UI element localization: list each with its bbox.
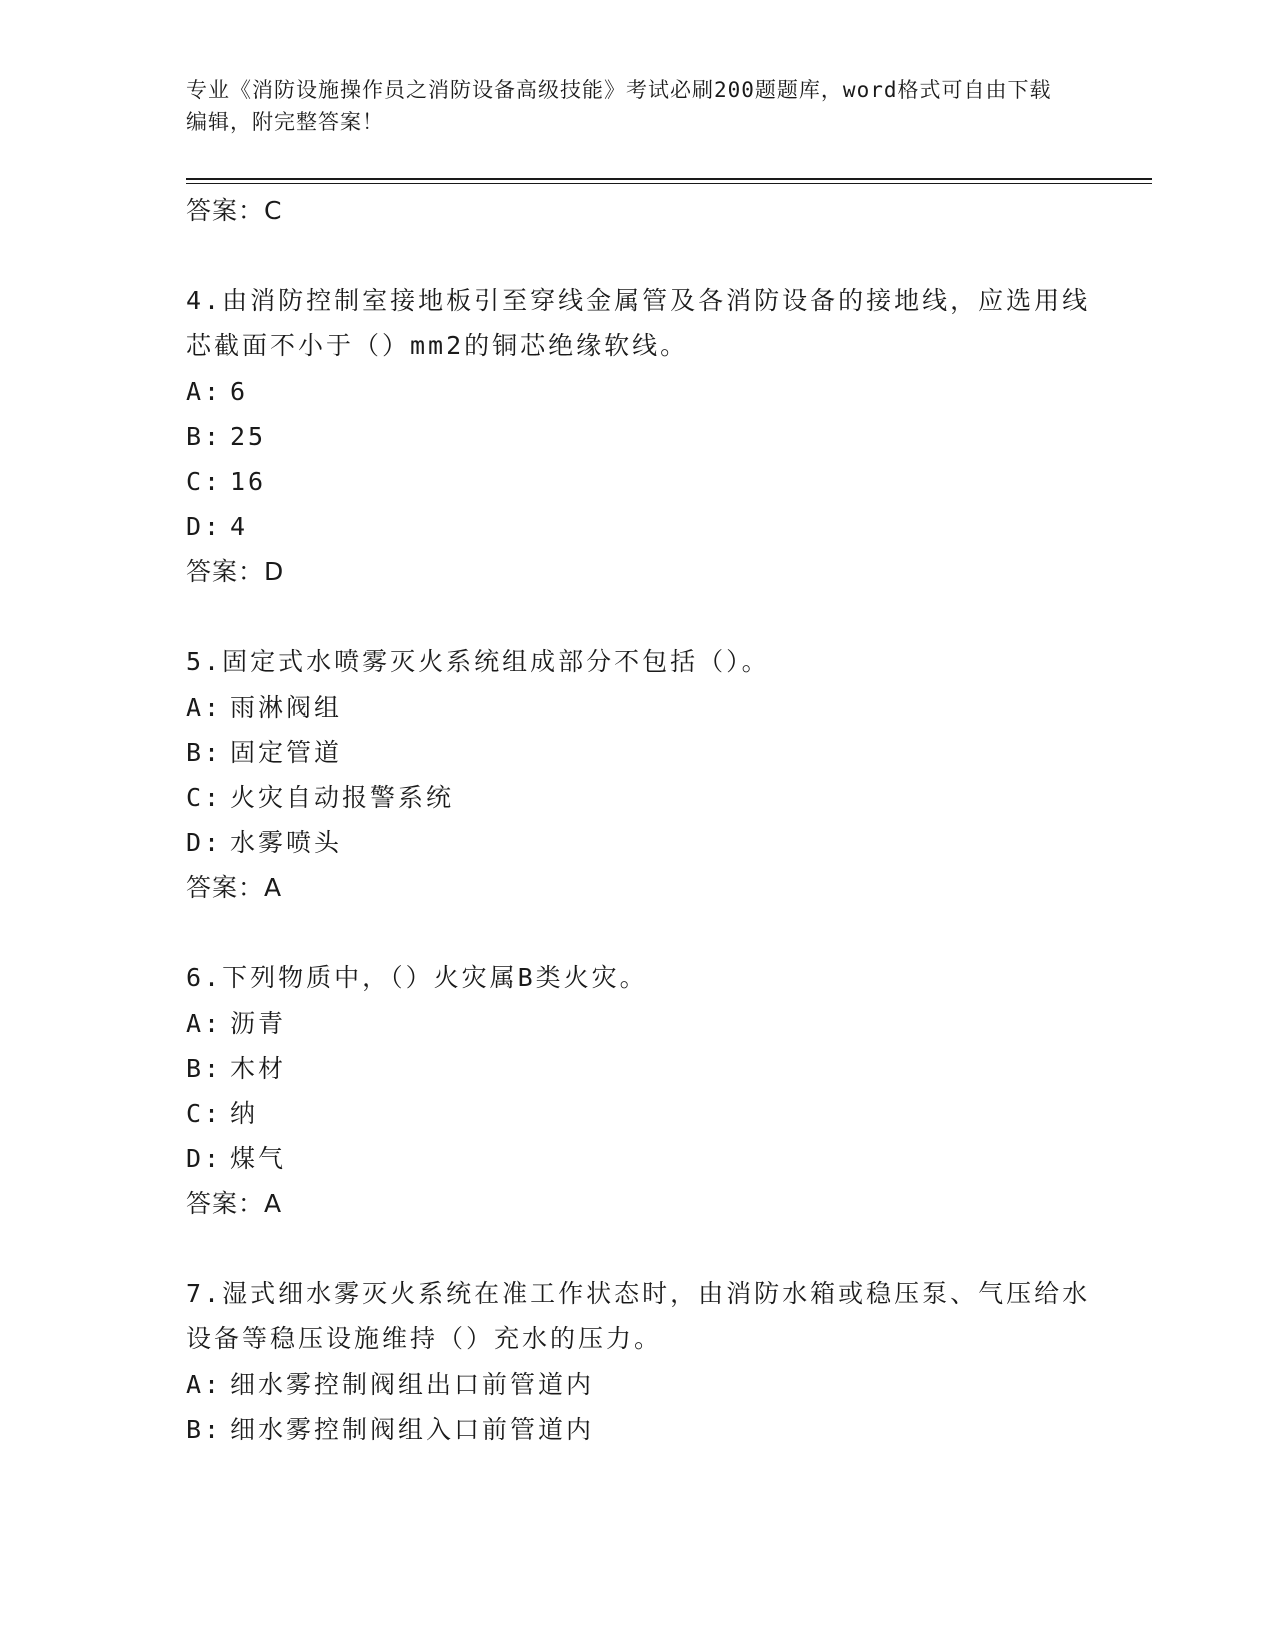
option-d bbox=[186, 504, 1106, 549]
option-text: 水雾喷头 bbox=[230, 828, 343, 857]
option-text: 25 bbox=[230, 422, 267, 451]
option-b bbox=[186, 1407, 1106, 1452]
option-c bbox=[186, 459, 1106, 504]
question-5 bbox=[186, 639, 1106, 911]
option-label: A: bbox=[186, 1009, 223, 1038]
option-label: B: bbox=[186, 1054, 223, 1083]
question-text: 6.下列物质中，（）火灾属B类火灾。 bbox=[186, 963, 648, 992]
option-a bbox=[186, 685, 1106, 730]
option-d bbox=[186, 820, 1106, 865]
option-label: B: bbox=[186, 738, 223, 767]
option-label: C: bbox=[186, 467, 223, 496]
previous-answer: 答案：C bbox=[186, 196, 283, 225]
option-text: 木材 bbox=[230, 1054, 287, 1083]
option-c bbox=[186, 775, 1106, 820]
document-header bbox=[186, 74, 1066, 138]
option-label: C: bbox=[186, 1099, 223, 1128]
option-text: 雨淋阀组 bbox=[230, 693, 343, 722]
option-text: 6 bbox=[230, 377, 249, 406]
option-text: 细水雾控制阀组入口前管道内 bbox=[230, 1415, 595, 1444]
question-text: 4.由消防控制室接地板引至穿线金属管及各消防设备的接地线，应选用线芯截面不小于（）mm2的铜芯绝缘软线。 bbox=[186, 286, 1091, 360]
document-body bbox=[186, 188, 1106, 1452]
question-text: 5.固定式水喷雾灭火系统组成部分不包括（）。 bbox=[186, 647, 770, 676]
option-label: D: bbox=[186, 828, 223, 857]
question-7 bbox=[186, 1271, 1106, 1452]
option-c bbox=[186, 1091, 1106, 1136]
option-text: 16 bbox=[230, 467, 267, 496]
question-text: 7.湿式细水雾灭火系统在准工作状态时，由消防水箱或稳压泵、气压给水设备等稳压设施维持（）充水的压力。 bbox=[186, 1279, 1091, 1353]
answer: 答案：D bbox=[186, 557, 285, 586]
option-text: 固定管道 bbox=[230, 738, 343, 767]
option-label: B: bbox=[186, 1415, 223, 1444]
answer: 答案：A bbox=[186, 1189, 283, 1218]
option-label: B: bbox=[186, 422, 223, 451]
option-a bbox=[186, 369, 1106, 414]
option-label: A: bbox=[186, 1370, 223, 1399]
option-b bbox=[186, 414, 1106, 459]
option-text: 煤气 bbox=[230, 1144, 287, 1173]
header-rule-thick bbox=[186, 178, 1152, 180]
option-a bbox=[186, 1001, 1106, 1046]
header-text: 专业《消防设施操作员之消防设备高级技能》考试必刷200题题库，word格式可自由下载编辑，附完整答案！ bbox=[186, 78, 1052, 134]
option-text: 沥青 bbox=[230, 1009, 287, 1038]
option-label: A: bbox=[186, 693, 223, 722]
question-4 bbox=[186, 278, 1106, 595]
option-text: 4 bbox=[230, 512, 249, 541]
option-text: 火灾自动报警系统 bbox=[230, 783, 455, 812]
option-d bbox=[186, 1136, 1106, 1181]
header-rule-thin bbox=[186, 183, 1152, 184]
option-a bbox=[186, 1362, 1106, 1407]
option-label: A: bbox=[186, 377, 223, 406]
option-label: D: bbox=[186, 512, 223, 541]
option-text: 细水雾控制阀组出口前管道内 bbox=[230, 1370, 595, 1399]
question-6 bbox=[186, 955, 1106, 1227]
option-label: C: bbox=[186, 783, 223, 812]
option-label: D: bbox=[186, 1144, 223, 1173]
option-b bbox=[186, 730, 1106, 775]
answer: 答案：A bbox=[186, 873, 283, 902]
option-text: 纳 bbox=[230, 1099, 259, 1128]
option-b bbox=[186, 1046, 1106, 1091]
